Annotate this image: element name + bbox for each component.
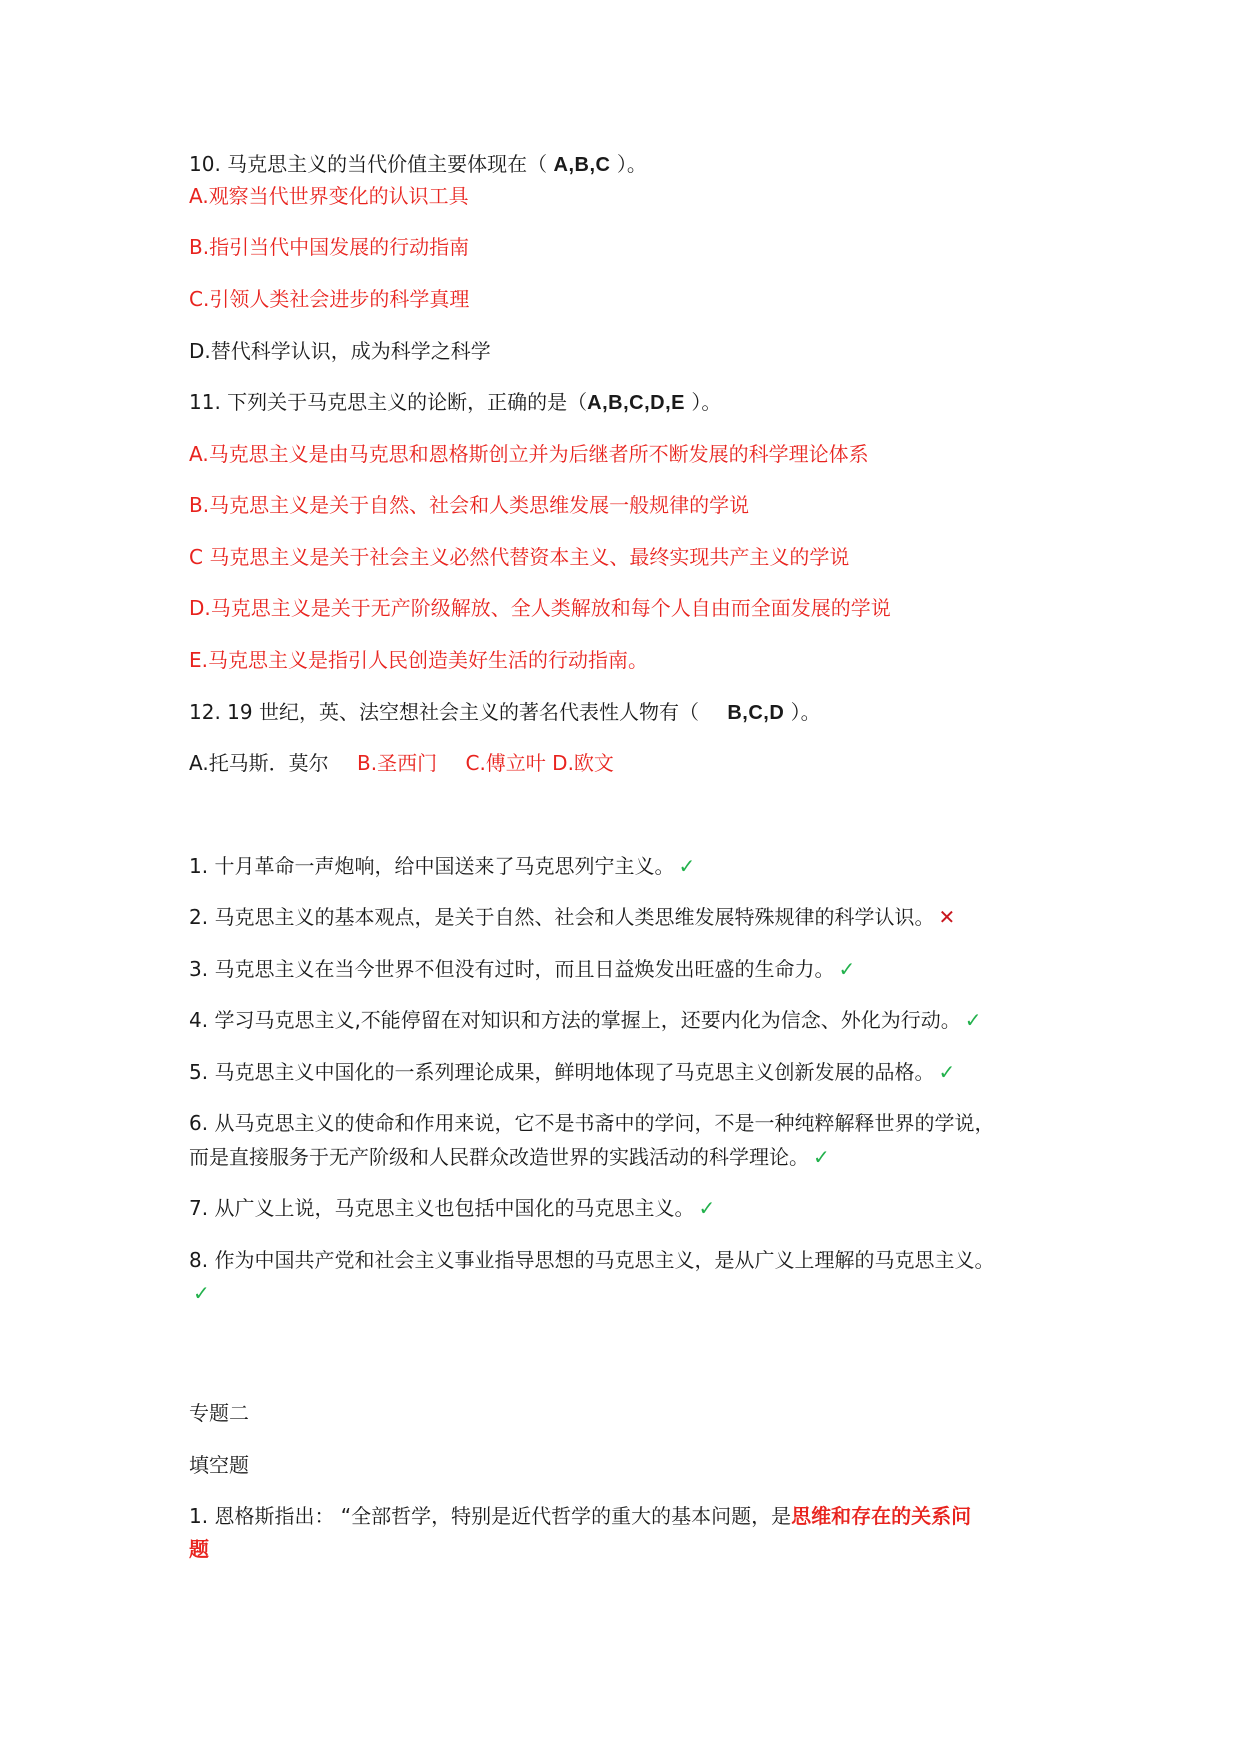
option-b: B.指引当代中国发展的行动指南 [189, 235, 470, 259]
check-icon: ✓ [838, 957, 856, 981]
section-subtitle: 填空题 [189, 1453, 249, 1477]
option-d: D.马克思主义是关于无产阶级解放、全人类解放和每个人自由而全面发展的学说 [189, 596, 891, 620]
question-stem: 11. 下列关于马克思主义的论断，正确的是（ [189, 390, 588, 414]
option-c: C 马克思主义是关于社会主义必然代替资本主义、最终实现共产主义的学说 [189, 545, 850, 569]
option-e: E.马克思主义是指引人民创造美好生活的行动指南。 [189, 648, 648, 672]
question-12 [189, 695, 1101, 730]
check-icon: ✓ [813, 1145, 830, 1169]
judgment-2 [189, 900, 1101, 934]
judgment-5 [189, 1055, 1101, 1089]
fill-in-1-line1 [189, 1499, 1101, 1533]
cross-icon: ✕ [938, 905, 956, 929]
check-icon: ✓ [678, 854, 696, 878]
option-b: B.马克思主义是关于自然、社会和人类思维发展一般规律的学说 [189, 493, 750, 517]
option-a: A.托马斯．莫尔 [189, 751, 329, 775]
option-c: C.引领人类社会进步的科学真理 [189, 287, 470, 311]
question-stem: 12. 19 世纪，英、法空想社会主义的著名代表性人物有（ [189, 700, 706, 724]
option-d: D.欧文 [552, 751, 614, 775]
fill-in-answer: 思维和存在的关系问 [791, 1504, 972, 1528]
question-end: ）。 [610, 152, 647, 176]
judgment-8-mark [189, 1276, 1101, 1310]
judgment-text: 而是直接服务于无产阶级和人民群众改造世界的实践活动的科学理论。 [189, 1145, 809, 1169]
option-c: C.傅立叶 [465, 751, 546, 775]
question-12-options [189, 746, 1101, 780]
judgment-7 [189, 1191, 1101, 1225]
fill-in-prefix: 1. 恩格斯指出： “全部哲学，特别是近代哲学的重大的基本问题，是 [189, 1504, 792, 1528]
check-icon: ✓ [964, 1008, 982, 1032]
judgment-6-line2 [189, 1140, 1101, 1174]
question-end: ）。 [685, 390, 722, 414]
check-icon: ✓ [938, 1060, 956, 1084]
judgment-text: 4. 学习马克思主义,不能停留在对知识和方法的掌握上，还要内化为信念、外化为行动。 [189, 1008, 961, 1032]
judgment-8: 8. 作为中国共产党和社会主义事业指导思想的马克思主义，是从广义上理解的马克思主义。 [189, 1248, 995, 1272]
check-icon: ✓ [193, 1281, 210, 1305]
question-stem: 10. 马克思主义的当代价值主要体现在（ [189, 152, 554, 176]
judgment-6-line1: 6. 从马克思主义的使命和作用来说，它不是书斋中的学问，不是一种纯粹解释世界的学说， [189, 1111, 995, 1135]
judgment-text: 3. 马克思主义在当今世界不但没有过时，而且日益焕发出旺盛的生命力。 [189, 957, 835, 981]
answer-key: A,B,C [553, 154, 611, 176]
fill-in-answer-cont: 题 [189, 1537, 209, 1561]
judgment-text: 5. 马克思主义中国化的一系列理论成果，鲜明地体现了马克思主义创新发展的品格。 [189, 1060, 935, 1084]
question-11 [189, 385, 1101, 420]
section-title: 专题二 [189, 1401, 249, 1425]
answer-key: B,C,D [727, 702, 785, 724]
option-d: D.替代科学认识，成为科学之科学 [189, 339, 491, 363]
answer-key: A,B,C,D,E [587, 392, 686, 414]
judgment-3 [189, 952, 1101, 986]
question-end: ）。 [784, 700, 821, 724]
option-a: A.观察当代世界变化的认识工具 [189, 184, 469, 208]
fill-in-1-line2 [189, 1532, 1101, 1566]
judgment-text: 2. 马克思主义的基本观点，是关于自然、社会和人类思维发展特殊规律的科学认识。 [189, 905, 935, 929]
option-b: B.圣西门 [357, 751, 438, 775]
judgment-text: 7. 从广义上说，马克思主义也包括中国化的马克思主义。 [189, 1196, 695, 1220]
judgment-text: 1. 十月革命一声炮响，给中国送来了马克思列宁主义。 [189, 854, 675, 878]
judgment-4 [189, 1003, 1101, 1037]
check-icon: ✓ [698, 1196, 716, 1220]
question-10 [189, 147, 1101, 182]
option-a: A.马克思主义是由马克思和恩格斯创立并为后继者所不断发展的科学理论体系 [189, 442, 869, 466]
judgment-1 [189, 849, 1101, 883]
